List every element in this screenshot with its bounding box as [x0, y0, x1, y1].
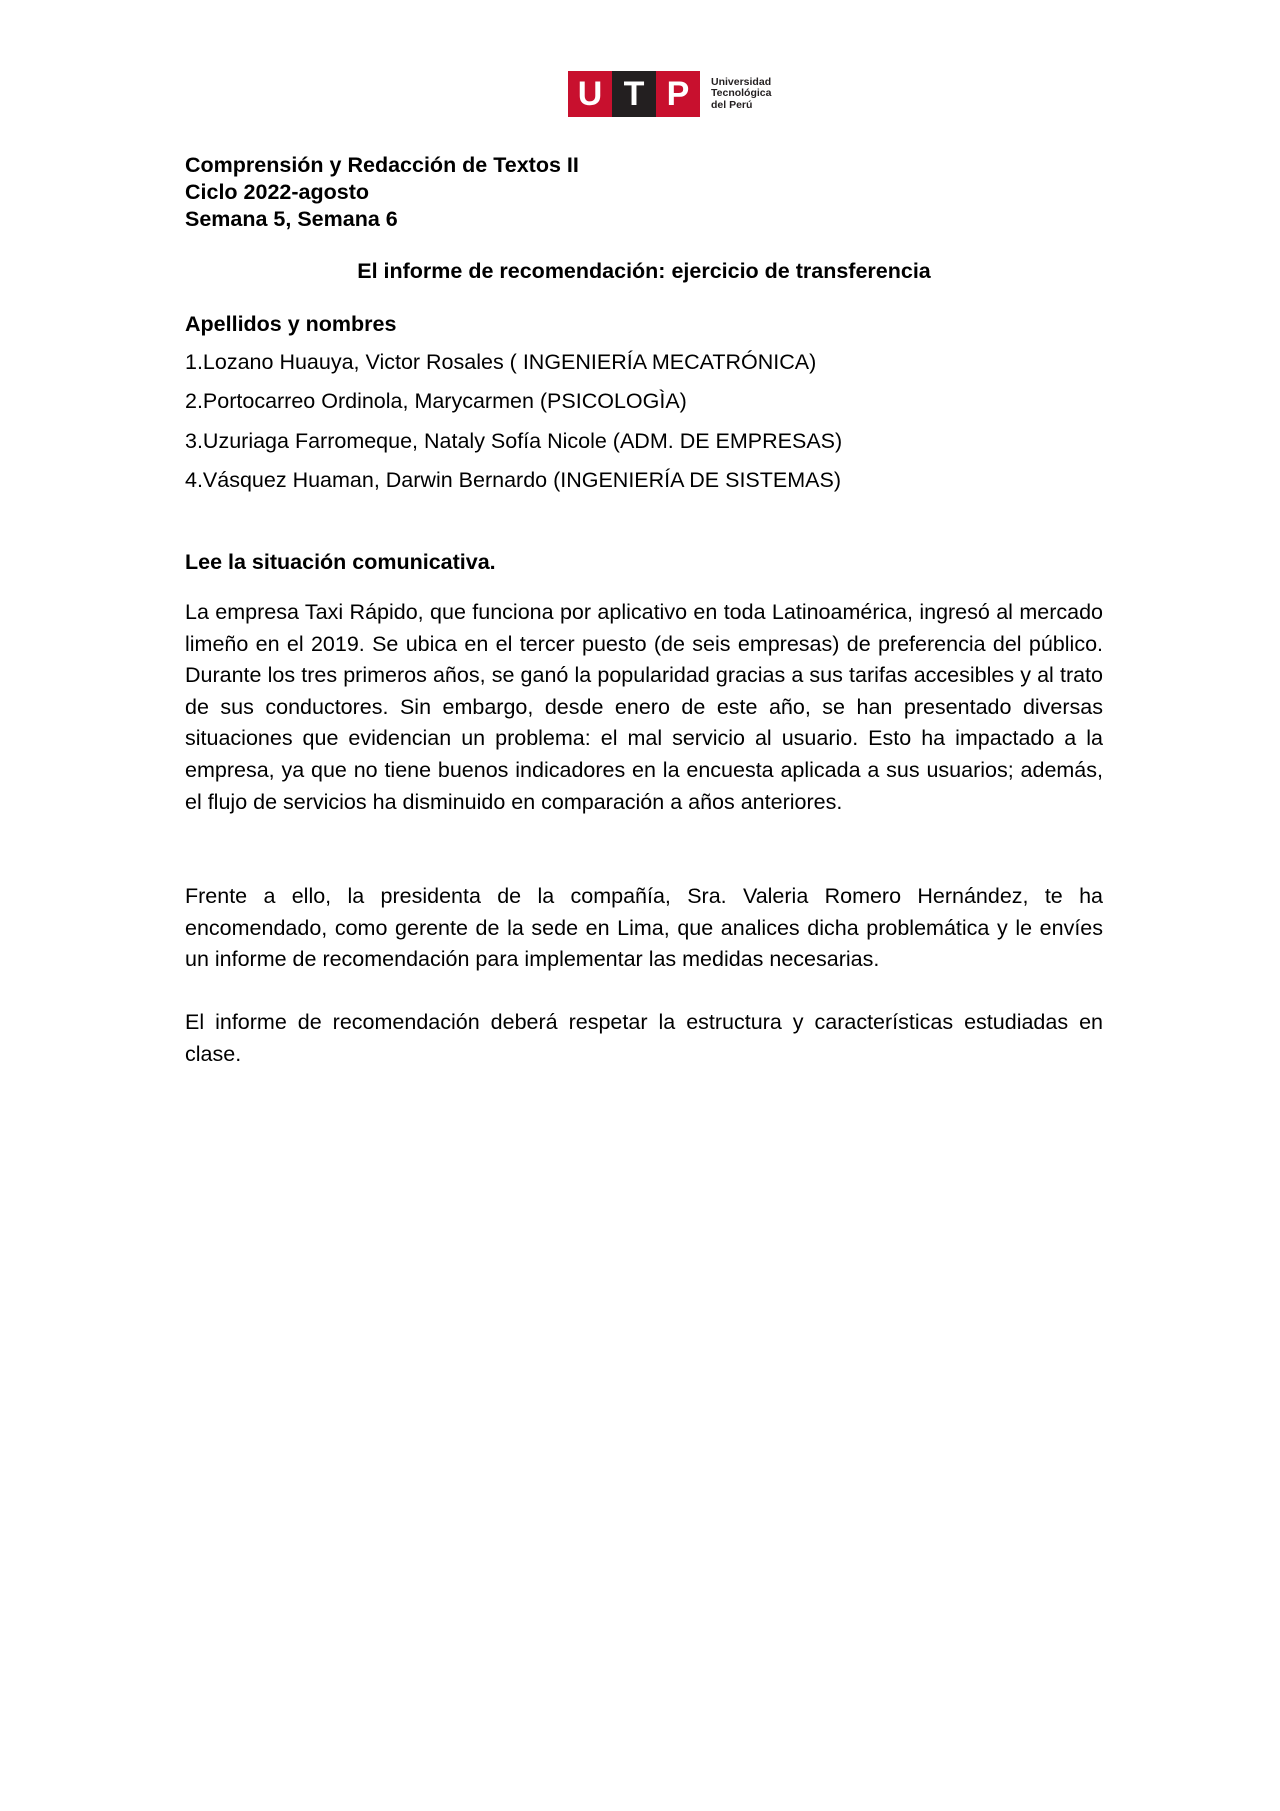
logo-word-tecnologica: Tecnológica — [711, 87, 772, 100]
situation-paragraph-1: La empresa Taxi Rápido, que funciona por aplicativo en toda Latinoamérica, ingresó al mercado limeño en el 2019. Se ubica en el tercer puesto (de seis empresas) de preferencia del público. Durante los tres primeros años, se ganó la popularidad gracias a sus tarifas accesibles y al trato de sus conductores. Sin embargo, desde enero de este año, se han presentado diversas situaciones que evidencian un problema: el mal servicio al usuario. Esto ha impactado a la empresa, ya que no tiene buenos indicadores en la encuesta aplicada a sus usuarios; además, el flujo de servicios ha disminuido en comparación a años anteriores. — [185, 600, 1103, 814]
member-item-3: 3.Uzuriaga Farromeque, Nataly Sofía Nicole (ADM. DE EMPRESAS) — [185, 429, 843, 453]
member-item-4: 4.Vásquez Huaman, Darwin Bernardo (INGENIERÍA DE SISTEMAS) — [185, 468, 841, 492]
situation-paragraph-2: Frente a ello, la presidenta de la compañía, Sra. Valeria Romero Hernández, te ha encomendado, como gerente de la sede en Lima, que analices dicha problemática y le envíes un informe de recomendación para implementar las medidas necesarias. — [185, 884, 1103, 972]
utp-logo — [568, 71, 771, 117]
course-name: Comprensión y Redacción de Textos II — [185, 153, 579, 177]
course-cycle: Ciclo 2022-agosto — [185, 180, 369, 204]
document-title: El informe de recomendación: ejercicio de transferencia — [357, 259, 931, 283]
situation-paragraph-3: El informe de recomendación deberá respetar la estructura y características estudiadas en clase. — [185, 1010, 1103, 1066]
member-item-2: 2.Portocarreo Ordinola, Marycarmen (PSICOLOGÌA) — [185, 389, 687, 413]
logo-letter-t: T — [612, 71, 656, 117]
logo-word-universidad: Universidad — [711, 75, 772, 88]
logo-word-del-peru: del Perú — [711, 98, 753, 111]
logo-letter-p: P — [656, 71, 700, 117]
logo-letter-u: U — [568, 71, 612, 117]
member-item-1: 1.Lozano Huauya, Victor Rosales ( INGENIERÍA MECATRÓNICA) — [185, 350, 817, 374]
logo-wordmark — [711, 77, 771, 112]
situation-heading: Lee la situación comunicativa. — [185, 550, 496, 574]
members-heading: Apellidos y nombres — [185, 312, 397, 336]
course-weeks: Semana 5, Semana 6 — [185, 207, 398, 231]
